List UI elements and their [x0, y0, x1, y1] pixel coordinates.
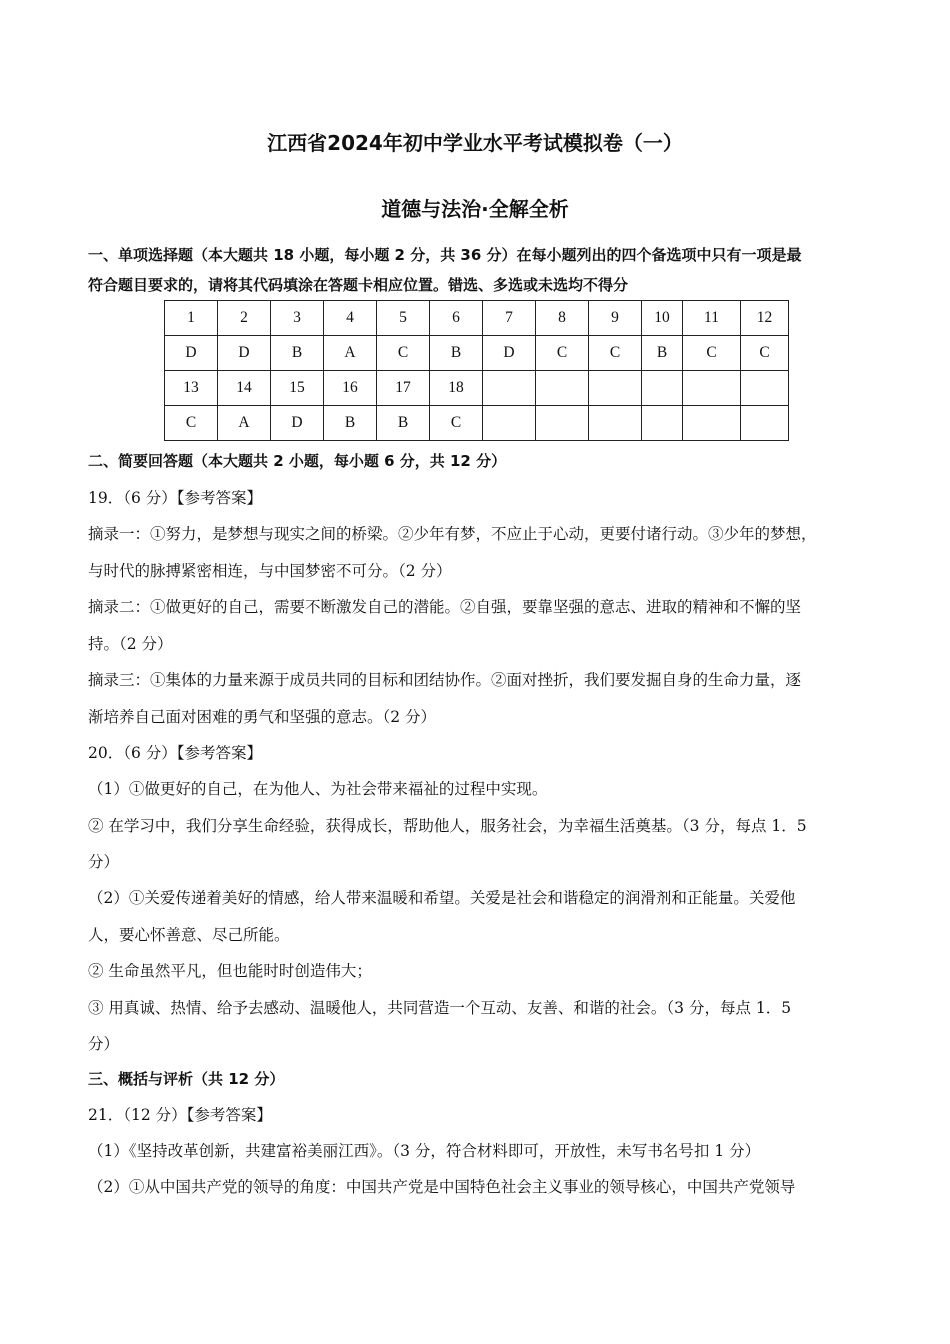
- q20-header: 20．（6 分）【参考答案】: [88, 744, 263, 762]
- table-cell: B: [642, 336, 683, 371]
- q19-text: 摘录三：①集体的力量来源于成员共同的目标和团结协作。②面对挫折，我们要发掘自身的生命力量，逐: [88, 671, 802, 689]
- table-cell: 7: [483, 301, 536, 336]
- table-cell: B: [271, 336, 324, 371]
- q20-text: （1）①做更好的自己，在为他人、为社会带来福祉的过程中实现。: [88, 780, 548, 798]
- answer-table: [164, 300, 789, 441]
- q21-text: （2）①从中国共产党的领导的角度：中国共产党是中国特色社会主义事业的领导核心，中国共产党领导: [88, 1178, 796, 1196]
- q21-text: （1）《坚持改革创新，共建富裕美丽江西》。（3 分，符合材料即可，开放性，未写书名号扣 1 分）: [88, 1142, 761, 1160]
- table-cell: 14: [218, 371, 271, 406]
- table-cell: C: [683, 336, 741, 371]
- section3-heading: 三、概括与评析（共 12 分）: [88, 1070, 285, 1088]
- table-cell: 13: [165, 371, 218, 406]
- q20-text: 分）: [88, 853, 120, 871]
- table-cell: C: [741, 336, 789, 371]
- table-cell: 15: [271, 371, 324, 406]
- table-cell: 18: [430, 371, 483, 406]
- table-cell: [741, 371, 789, 406]
- table-cell: 10: [642, 301, 683, 336]
- table-cell: 5: [377, 301, 430, 336]
- table-cell: 17: [377, 371, 430, 406]
- table-cell: C: [536, 336, 589, 371]
- table-cell: [741, 406, 789, 441]
- table-cell: D: [165, 336, 218, 371]
- table-cell: C: [165, 406, 218, 441]
- q19-text: 持。（2 分）: [88, 635, 173, 653]
- table-cell: 2: [218, 301, 271, 336]
- q20-text: ② 生命虽然平凡，但也能时时创造伟大；: [88, 962, 372, 980]
- table-cell: 8: [536, 301, 589, 336]
- table-cell: D: [218, 336, 271, 371]
- table-cell: [589, 371, 642, 406]
- table-cell: [683, 371, 741, 406]
- table-cell: 4: [324, 301, 377, 336]
- q19-text: 渐培养自己面对困难的勇气和坚强的意志。（2 分）: [88, 708, 437, 726]
- table-cell: 16: [324, 371, 377, 406]
- q19-text: 与时代的脉搏紧密相连，与中国梦密不可分。（2 分）: [88, 562, 452, 580]
- table-cell: B: [324, 406, 377, 441]
- table-row-answers: [165, 336, 789, 371]
- q19-header: 19．（6 分）【参考答案】: [88, 489, 263, 507]
- q20-text: ③ 用真诚、热情、给予去感动、温暖他人，共同营造一个互动、友善、和谐的社会。（3 分，每点 1．5: [88, 999, 792, 1017]
- page-subtitle: 道德与法治·全解全析: [381, 197, 569, 221]
- table-cell: 1: [165, 301, 218, 336]
- table-cell: [642, 406, 683, 441]
- page-title: 江西省2024年初中学业水平考试模拟卷（一）: [267, 131, 683, 155]
- table-cell: D: [483, 336, 536, 371]
- q21-header: 21．（12 分）【参考答案】: [88, 1106, 272, 1124]
- table-cell: [589, 406, 642, 441]
- table-cell: 11: [683, 301, 741, 336]
- table-cell: [483, 406, 536, 441]
- table-row-numbers: [165, 301, 789, 336]
- table-cell: [483, 371, 536, 406]
- q20-text: 分）: [88, 1035, 120, 1053]
- q20-text: ② 在学习中，我们分享生命经验，获得成长，帮助他人，服务社会，为幸福生活奠基。（3 分，每点 1．5: [88, 817, 807, 835]
- table-cell: B: [377, 406, 430, 441]
- table-cell: 6: [430, 301, 483, 336]
- table-cell: C: [430, 406, 483, 441]
- table-cell: [683, 406, 741, 441]
- table-cell: C: [377, 336, 430, 371]
- q20-text: （2）①关爱传递着美好的情感，给人带来温暖和希望。关爱是社会和谐稳定的润滑剂和正能量。关爱他: [88, 889, 796, 907]
- section1-heading-line2: 符合题目要求的，请将其代码填涂在答题卡相应位置。错选、多选或未选均不得分: [88, 276, 629, 294]
- q20-text: 人，要心怀善意、尽己所能。: [88, 926, 290, 944]
- table-row-answers: [165, 406, 789, 441]
- table-row-numbers: [165, 371, 789, 406]
- table-cell: C: [589, 336, 642, 371]
- table-cell: 12: [741, 301, 789, 336]
- table-cell: [536, 406, 589, 441]
- table-cell: 3: [271, 301, 324, 336]
- table-cell: 9: [589, 301, 642, 336]
- table-cell: [536, 371, 589, 406]
- section2-heading: 二、简要回答题（本大题共 2 小题，每小题 6 分，共 12 分）: [88, 452, 507, 470]
- q19-text: 摘录二：①做更好的自己，需要不断激发自己的潜能。②自强，要靠坚强的意志、进取的精神和不懈的坚: [88, 598, 802, 616]
- table-cell: A: [218, 406, 271, 441]
- table-cell: D: [271, 406, 324, 441]
- section1-heading-line1: 一、单项选择题（本大题共 18 小题，每小题 2 分，共 36 分）在每小题列出的四个备选项中只有一项是最: [88, 246, 802, 264]
- table-cell: B: [430, 336, 483, 371]
- q19-text: 摘录一：①努力，是梦想与现实之间的桥梁。②少年有梦，不应止于心动，更要付诸行动。③少年的梦想，: [88, 525, 817, 543]
- table-cell: A: [324, 336, 377, 371]
- table-cell: [642, 371, 683, 406]
